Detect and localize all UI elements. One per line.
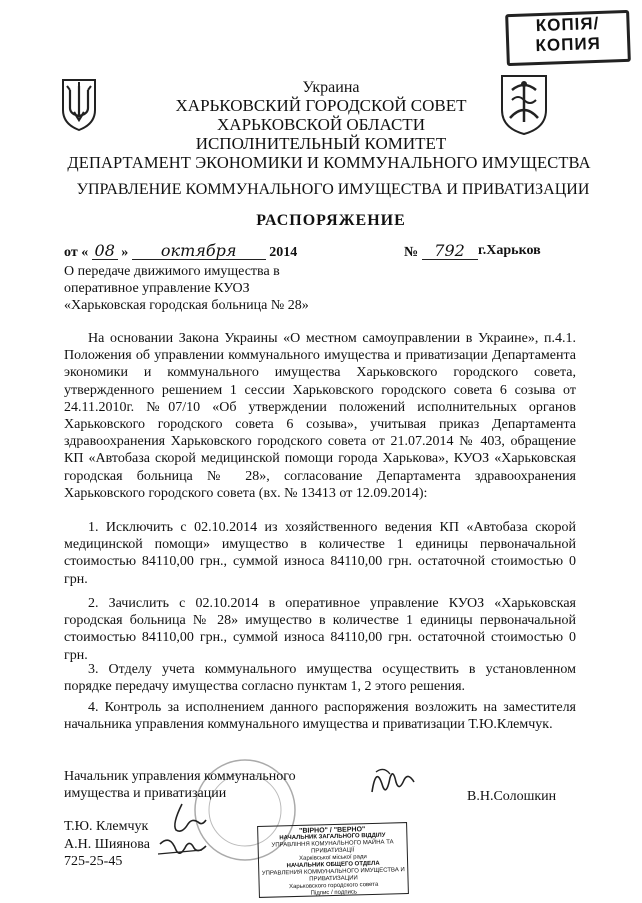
date-prefix: от « [64,245,89,260]
number-label: № [404,245,419,260]
header-city-council: ХАРЬКОВСКИЙ ГОРОДСКОЙ СОВЕТ [175,96,467,115]
body-preamble [64,330,576,502]
signatory-title [64,768,296,802]
stamp-line1: НАЧАЛЬНИК ЗАГАЛЬНОГО ВІДДІЛУ [279,832,386,842]
date-day: 08 [92,243,118,260]
stamp-line2: УПРАВЛІННЯ КОМУНАЛЬНОГО МАЙНА ТА ПРИВАТИЗАЦІЇ [271,839,394,855]
item2-text: 2. Зачислить с 02.10.2014 в оперативное управление КУОЗ «Харьковская городская больница № 28» имущество в количестве 1 единицы первоначальной стоимостью 84110,00 грн., суммой износа 84110,00 грн. остаточной стоимостью 0 грн. [64,596,576,663]
stamp-title: "ВІРНО" / "ВЕРНО" [299,826,366,835]
handwritten-signature-icon [366,762,420,802]
copy-stamp-line2: КОПИЯ [535,33,602,56]
date-quote-close: » [121,245,129,260]
item3-text: 3. Отделу учета коммунального имущества осуществить в установленном порядке передачу имущества согласно пунктам 1, 2 этого решения. [64,662,576,695]
executor-2: А.Н. Шиянова [64,836,150,852]
document-type-title: РАСПОРЯЖЕНИЕ [256,212,406,229]
subject-line1: О передаче движимого имущества в [64,264,280,279]
document-subject [64,263,309,314]
stamp-line5: УПРАВЛЕНИЯ КОММУНАЛЬНОГО ИМУЩЕСТВА И ПРИВАТИЗАЦИИ [261,867,405,883]
copy-stamp [505,10,631,66]
subject-line2: оперативное управление КУОЗ [64,281,250,296]
number-value: 792 [422,243,478,260]
executor-signatures-icon [152,800,212,870]
item1-text: 1. Исключить с 02.10.2014 из хозяйственного ведения КП «Автобаза скорой медицинской помощи» имущество в количестве 1 единицы первоначальной стоимостью 84110,00 грн., суммой износа 84110,00 грн. остаточной стоимостью 0 грн. [64,520,576,587]
body-item-4 [64,699,576,733]
header-executive-committee: ИСПОЛНИТЕЛЬНЫЙ КОМИТЕТ [195,134,447,153]
document-number [404,243,478,261]
executors-block [64,818,150,871]
subject-line3: «Харьковская городская больница № 28» [64,298,309,313]
signatory-title-line1: Начальник управления коммунального [64,769,296,784]
body-item-3 [64,661,576,695]
body-item-2 [64,595,576,664]
header-department: ДЕПАРТАМЕНТ ЭКОНОМИКИ И КОММУНАЛЬНОГО ИМУЩЕСТВА [67,153,591,172]
certification-stamp [257,822,409,898]
preamble-text: На основании Закона Украины «О местном самоуправлении в Украине», п.4.1. Положения об управлении коммунального имущества и приватизации Департамента экономики и коммунального имущества Харьковского городского совета, утвержденного решением 1 сессии Харьковского городского совета 6 созыва от 24.11.2010г. №07/10 «Об утверждении положений исполнительных органов Харьковского городского совета 6 созыва», учитывая приказ Департамента здравоохранения Харьковского городского совета от 21.07.2014 № 403, обращение КП «Автобаза скорой медицинской помощи города Харькова», КУОЗ «Харьковская городская больница № 28», согласование Департамента здравоохранения Харьковского городского совета (вх. № 13413 от 12.09.2014): [64,331,576,501]
header-country: Украина [302,79,360,96]
header-region: ХАРЬКОВСКОЙ ОБЛАСТИ [217,115,425,134]
date-year: 2014 [269,245,298,260]
header-directorate: УПРАВЛЕНИЕ КОММУНАЛЬНОГО ИМУЩЕСТВА И ПРИВАТИЗАЦИИ [76,181,590,198]
body-item-1 [64,519,576,588]
executor-1: Т.Ю. Клемчук [64,819,149,834]
executor-phone: 725-25-45 [64,854,123,869]
signatory-title-line2: имущества и приватизации [64,786,227,801]
stamp-line3: Харківської міської ради [299,854,367,862]
copy-stamp-line1: КОПІЯ/ [535,13,600,36]
document-date [64,243,297,261]
date-month: октября [132,243,266,260]
item4-text: 4. Контроль за исполнением данного распоряжения возложить на заместителя начальника управления коммунального имущества и приватизации Т.Ю.Клемчук. [64,700,576,733]
stamp-line7: Підпис / подпись [310,889,358,897]
document-city: г.Харьков [478,243,541,258]
stamp-line4: НАЧАЛЬНИК ОБЩЕГО ОТДЕЛА [286,860,380,870]
stamp-line6: Харьковского городского совета [288,881,379,891]
signatory-name: В.Н.Солошкин [467,789,557,804]
